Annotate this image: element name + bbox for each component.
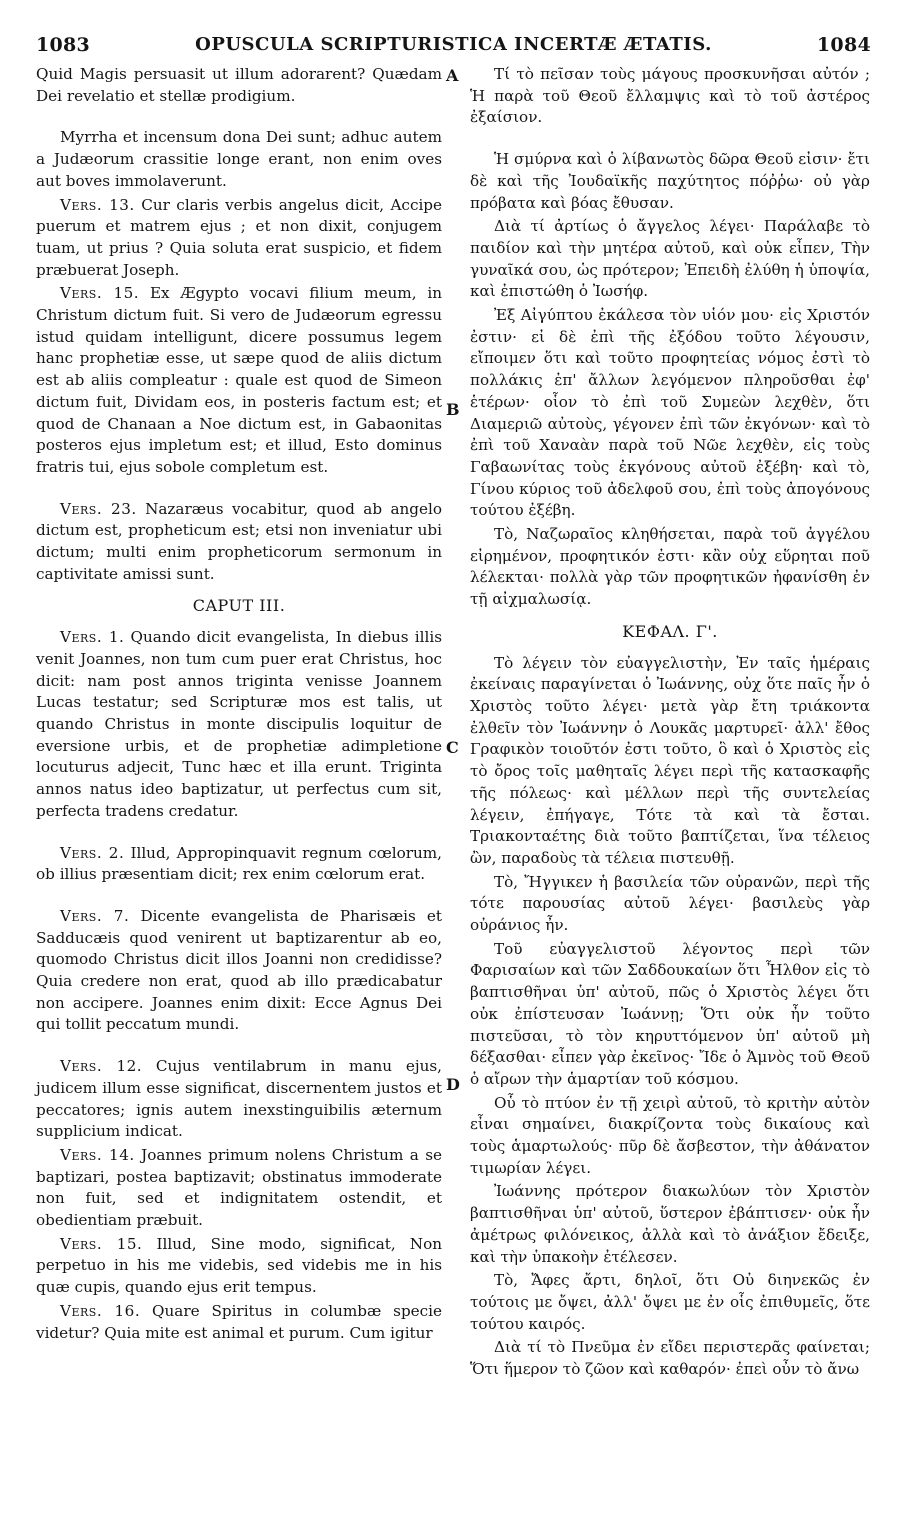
greek-column [470, 64, 870, 1383]
verse-text: Illud, Sine modo, significat, Non perpetuo in his me videbis, sed videbis me in his quæ cupis, quando ejus erit tempus. [36, 1234, 442, 1297]
greek-paragraph: Διὰ τί τὸ Πνεῦμα ἐν εἴδει περιστερᾶς φαίνεται; Ὅτι ἥμερον τὸ ζῶον καὶ καθαρόν· ἐπεὶ οὖν τὸ ἄνω [470, 1338, 870, 1379]
latin-column [36, 64, 442, 1346]
verse-text: Cujus ventilabrum in manu ejus, judicem illum esse significat, discernentem justos et peccatores; ignis autem inexstinguibilis æternum supplicium indicat. [36, 1057, 442, 1141]
latin-paragraph: Quid Magis persuasit ut illum adorarent? Quædam Dei revelatio et stellæ prodigium. [36, 65, 442, 105]
verse-text: Dicente evangelista de Pharisæis et Sadducæis quod venirent ut baptizarentur ab eo, quomodo Christus dicit illos Joanni non credidisse? Quia credere non erat, quod ab illo prædicabatur non accipere. Joannes enim dixit: Ecce Agnus Dei qui tollit peccatum mundi. [36, 906, 443, 1034]
page-number-left: 1083 [36, 34, 91, 56]
verse-number: Vers. 12. [60, 1057, 143, 1076]
greek-paragraph: Τοῦ εὐαγγελιστοῦ λέγοντος περὶ τῶν Φαρισαίων καὶ τῶν Σαδδουκαίων ὅτι Ἦλθον εἰς τὸ βαπτισθῆναι ὑπ' αὐτοῦ, πῶς ὁ Χριστὸς λέγει ὅτι οὐκ ἐπίστευσαν Ἰωάννῃ; Ὅτι οὐκ ἦν τοῦτο πιστεῦσαι, τὸ τὸν κηρυττόμενον ὑπ' αὐτοῦ μὴ δέξασθαι· εἶπεν γὰρ ἐκεῖνος· Ἴδε ὁ Ἀμνὸς τοῦ Θεοῦ ὁ αἴρων τὴν ἁμαρτίαν τοῦ κόσμου. [470, 939, 870, 1088]
verse-number: Vers. 14. [60, 1145, 135, 1164]
verse-number: Vers. 2. [60, 843, 125, 862]
latin-paragraph [36, 1145, 442, 1232]
verse-number: Vers. 15. [60, 284, 140, 303]
chapter-heading: CAPUT III. [192, 596, 286, 616]
verse-number: Vers. 13. [60, 195, 135, 214]
latin-paragraph [36, 1234, 442, 1299]
verse-text: Quando dicit evangelista, In diebus illis venit Joannes, non tum cum puer erat Christus, hoc dicit: nam post annos triginta venisse Joannem Lucas testatur; sed Scripturæ mos est talis, ut quando Christus in monte discipulis loquitur de eversione urbis, et de prophetiæ adimpletione locuturus adjecit, Tunc hæc et illa erunt. Triginta annos natus ideo baptizatur, ut perfectus cum sit, perfecta tradens credatur. [36, 628, 442, 820]
margin-letter-b: B [446, 400, 460, 419]
greek-paragraph: Τὸ, Ναζωραῖος κληθήσεται, παρὰ τοῦ ἀγγέλου εἰρημένον, προφητικόν ἐστι· κἂν οὐχ εὕρηται ποῦ λέλεκται· πολλὰ γὰρ τῶν προφητικῶν ἠφανίσθη ἐν τῇ αἰχμαλωσίᾳ. [470, 525, 870, 609]
margin-letter-d: D [446, 1075, 460, 1094]
greek-paragraph: Οὗ τὸ πτύον ἐν τῇ χειρὶ αὐτοῦ, τὸ κριτὴν αὐτὸν εἶναι σημαίνει, διακρίζοντα τοὺς δικαίους καὶ τοὺς ἁμαρτωλούς· πῦρ δὲ ἄσβεστον, τὴν ἀθάνατον τιμωρίαν λέγει. [470, 1093, 870, 1177]
latin-paragraph [36, 627, 442, 822]
verse-number: Vers. 15. [60, 1234, 143, 1253]
verse-text: Illud, Appropinquavit regnum cœlorum, ob illius præsentiam dicit; rex enim cœlorum erat. [36, 843, 442, 884]
greek-paragraph: Τὸ, Ἄφες ἄρτι, δηλοῖ, ὅτι Οὐ διηνεκῶς ἐν τούτοις με ὄψει, ἀλλ' ὄψει με ἐν οἷς ἐπιθυμεῖς, ὅτε τούτου καιρός. [470, 1271, 870, 1333]
verse-number: Vers. 1. [60, 628, 125, 647]
verse-number: Vers. 7. [60, 906, 130, 925]
greek-paragraph: Ἡ σμύρνα καὶ ὁ λίβανωτὸς δῶρα Θεοῦ εἰσιν· ἔτι δὲ καὶ τῆς Ἰουδαϊκῆς παχύτητος πόῤῥω· οὐ γὰρ πρόβατα καὶ βόας ἔθυσαν. [470, 150, 870, 212]
greek-paragraph: Τὸ, Ἤγγικεν ἡ βασιλεία τῶν οὐρανῶν, περὶ τῆς τότε παρουσίας αὐτοῦ λέγει· βασιλεὺς γὰρ οὐράνιος ἦν. [470, 872, 870, 935]
greek-paragraph: Διὰ τί ἀρτίως ὁ ἄγγελος λέγει· Παράλαβε τὸ παιδίον καὶ τὴν μητέρα αὐτοῦ, καὶ οὐκ εἶπεν, Τὴν γυναῖκά σου, ὡς πρότερον; Ἐπειδὴ ἐλύθη ἡ ὑποψία, καὶ ἐπιστώθη ὁ Ἰωσήφ. [470, 217, 870, 301]
verse-number: Vers. 16. [60, 1301, 141, 1320]
greek-paragraph: Τὸ λέγειν τὸν εὐαγγελιστὴν, Ἐν ταῖς ἡμέραις ἐκείναις παραγίνεται ὁ Ἰωάννης, οὐχ ὅτε παῖς ἦν ὁ Χριστὸς τοῦτο λέγει· μετὰ γὰρ ἔτη τριάκοντα ἐλθεῖν τὸν Ἰωάννην ὁ Λουκᾶς μαρτυρεῖ· ἀλλ' ἔθος Γραφικὸν τοιοῦτόν ἐστι τοῦτο, ὃ καὶ ὁ Χριστὸς εἰς τὸ ὄρος τοῖς μαθηταῖς λέγει περὶ τῆς κατασκαφῆς τῆς πόλεως· καὶ μέλλων περὶ τῆς συντελείας λέγειν, ἐπήγαγε, Τότε τὰ καὶ τὰ ἔσται. Τριακονταέτης διὰ τοῦτο βαπτίζεται, ἵνα τέλειος ὢν, παραδοὺς τὰ τέλεια πιστευθῇ. [470, 653, 870, 867]
verse-number: Vers. 23. [60, 499, 137, 518]
latin-paragraph [36, 1301, 442, 1344]
greek-paragraph: Ἰωάννης πρότερον διακωλύων τὸν Χριστὸν βαπτισθῆναι ὑπ' αὐτοῦ, ὕστερον ἐβάπτισεν· οὐκ ἦν ἀμέτρως φιλόνεικος, ἀλλὰ καὶ τὸ ἀνάξιον ἔδειξε, καὶ τὴν ὑπακοὴν ἐτέλεσεν. [470, 1182, 870, 1266]
margin-letter-a: A [446, 66, 459, 85]
latin-paragraph [36, 195, 442, 282]
greek-paragraph: Ἐξ Αἰγύπτου ἐκάλεσα τὸν υἱόν μου· εἰς Χριστόν ἐστιν· εἰ δὲ ἐπὶ τῆς ἐξόδου τοῦτο λέγουσιν, εἴποιμεν ὅτι καὶ τοῦτο προφητείας νόμος ἐστὶ τὸ πολλάκις ἐπ' ἄλλων λεγόμενον πληροῦσθαι ἐφ' ἑτέρων· οἷον τὸ ἐπὶ τοῦ Συμεὼν λεχθὲν, ὅτι Διαμεριῶ αὐτοὺς, γέγονεν ἐπὶ τῶν ἐκγόνων· καὶ τὸ ἐπὶ τοῦ Χαναὰν παρὰ τοῦ Νῶε λεχθὲν, εἰς τοὺς Γαβαωνίτας τοὺς ἐκγόνους αὐτοῦ ἐξέβη· καὶ τὸ, Γίνου κύριος τοῦ ἀδελφοῦ σου, ἐπὶ τοὺς ἀπογόνους τούτου ἐξέβη. [470, 306, 870, 520]
latin-paragraph [36, 843, 442, 886]
latin-paragraph: Myrrha et incensum dona Dei sunt; adhuc autem a Judæorum crassitie longe erant, non enim oves aut boves immolaverunt. [36, 128, 442, 190]
latin-paragraph [36, 1056, 442, 1143]
latin-paragraph [36, 499, 442, 586]
verse-text: Nazaræus vocabitur, quod ab angelo dictum est, propheticum est; etsi non inveniatur ubi dictum; multi enim propheticorum sermonum in captivitate amissi sunt. [36, 499, 442, 583]
running-title: OPUSCULA SCRIPTURISTICA INCERTÆ ÆTATIS. [195, 34, 712, 55]
verse-text: Cur claris verbis angelus dicit, Accipe puerum et matrem ejus ; et non dixit, conjugem tuam, ut prius ? Quia soluta erat suspicio, et fidem præbuerat Joseph. [36, 195, 443, 279]
page-header [36, 34, 871, 60]
page-number-right: 1084 [816, 34, 871, 56]
verse-text: Ex Ægypto vocavi filium meum, in Christum dictum fuit. Si vero de Judæorum egressu istud quidam intelligunt, dicere possumus legem hanc prophetiæ esse, ut sæpe quod de aliis dictum est ab aliis compleatur : quale est quod de Simeon dictum fuit, Dividam eos, in posteris factum est; et quod de Chanaan a Noe dictum est, in Gabaonitas posteros ejus impletum est; et illud, Esto dominus fratris tui, ejus sobole completum est. [36, 284, 442, 476]
latin-paragraph [36, 283, 442, 478]
verse-text: Quare Spiritus in columbæ specie videtur? Quia mite est animal et purum. Cum igitur [36, 1301, 443, 1342]
greek-paragraph: Τί τὸ πεῖσαν τοὺς μάγους προσκυνῆσαι αὐτόν ; Ἡ παρὰ τοῦ Θεοῦ ἔλλαμψις καὶ τὸ τοῦ ἀστέρος ἐξαίσιον. [470, 65, 870, 127]
latin-paragraph [36, 906, 442, 1036]
margin-letter-c: C [446, 738, 459, 757]
verse-text: Joannes primum nolens Christum a se baptizari, postea baptizavit; obstinatus immoderate non fuit, sed et indignitatem ostendit, et obedientiam præbuit. [36, 1145, 443, 1230]
chapter-heading: ΚΕΦΑΛ. Γ'. [622, 621, 718, 641]
